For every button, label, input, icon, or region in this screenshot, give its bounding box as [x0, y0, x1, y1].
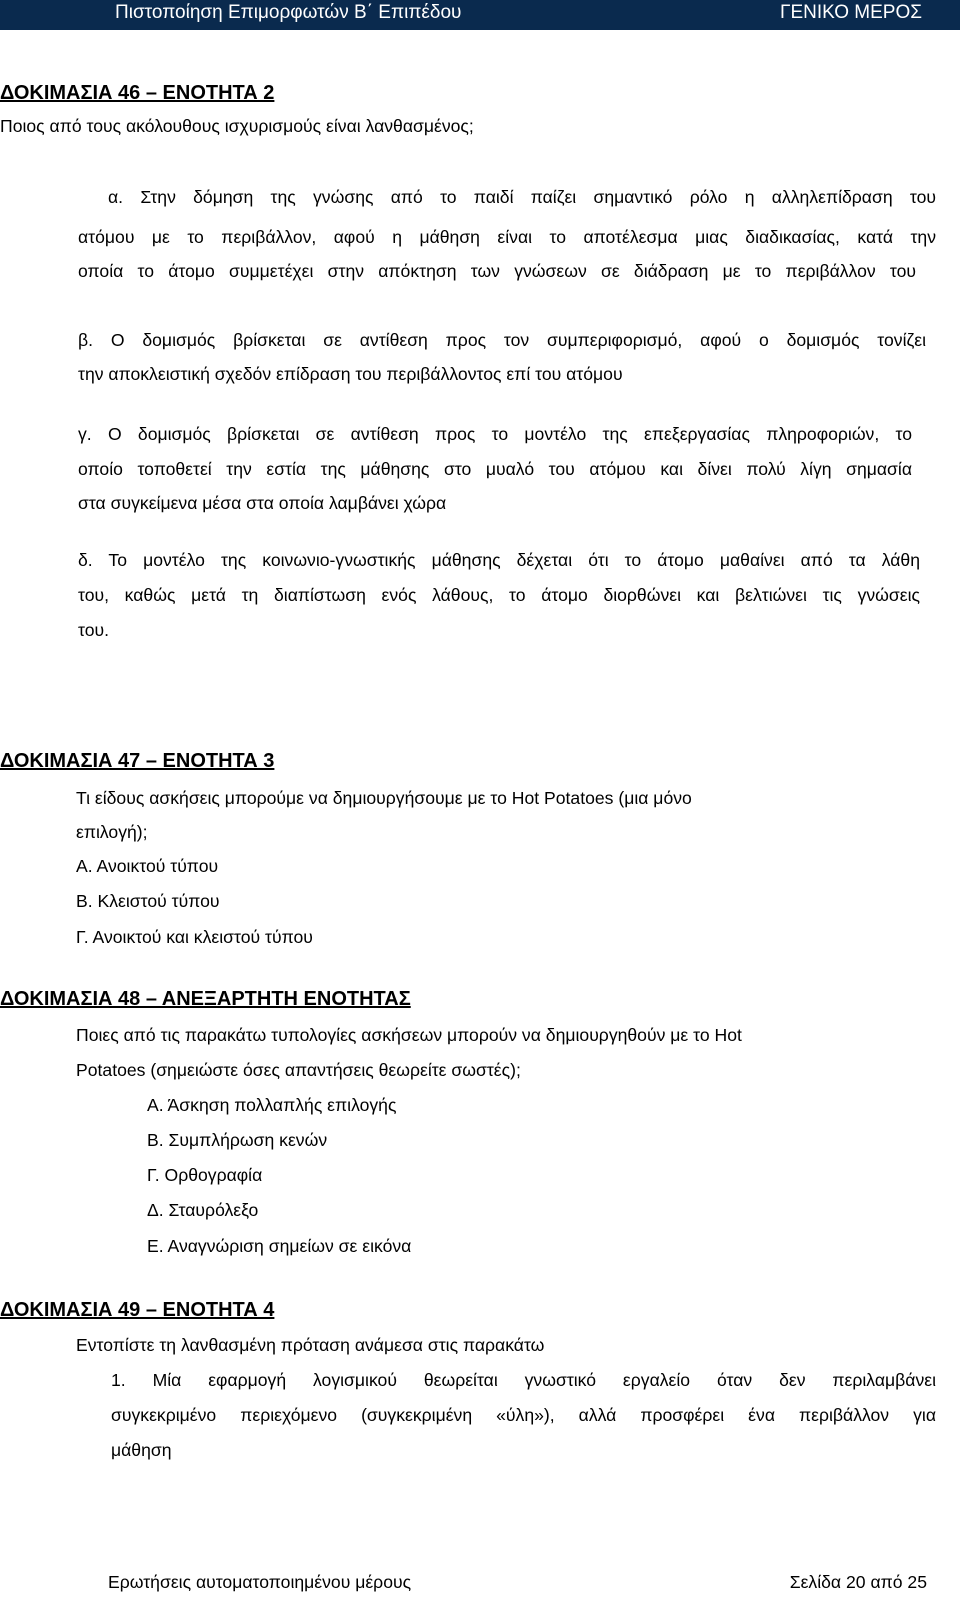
question-heading: ΔΟΚΙΜΑΣΙΑ 48 – ΑΝΕΞΑΡΤΗΤΗ ΕΝΟΤΗΤΑΣ — [0, 988, 411, 1010]
option-c: Γ. Ορθογραφία — [147, 1165, 263, 1185]
answer-line: του, καθώς μετά τη διαπίστωση ενός λάθους, το άτομο διορθώνει και βελτιώνει τις γνώσεις — [78, 585, 920, 605]
option-b: Β. Κλειστού τύπου — [76, 891, 220, 911]
option-b: Β. Συμπλήρωση κενών — [147, 1130, 328, 1150]
item-line: συγκεκριμένο περιεχόμενο (συγκεκριμένη «ύλη»), αλλά προσφέρει ένα περιβάλλον για — [111, 1405, 936, 1425]
answer-line: την αποκλειστική σχεδόν επίδραση του περιβάλλοντος επί του ατόμου — [78, 364, 623, 384]
page-header — [0, 0, 960, 30]
question-prompt: Τι είδους ασκήσεις μπορούμε να δημιουργήσουμε με το Hot Potatoes (μια μόνο — [76, 788, 692, 808]
question-heading: ΔΟΚΙΜΑΣΙΑ 49 – ΕΝΟΤΗΤΑ 4 — [0, 1299, 275, 1321]
question-prompt: Ποιες από τις παρακάτω τυπολογίες ασκήσεων μπορούν να δημιουργηθούν με το Hot — [76, 1025, 742, 1045]
option-a: Α. Ανοικτού τύπου — [76, 856, 219, 876]
question-prompt: επιλογή); — [76, 822, 148, 842]
option-a: Α. Άσκηση πολλαπλής επιλογής — [147, 1095, 397, 1115]
option-c: Γ. Ανοικτού και κλειστού τύπου — [76, 927, 313, 947]
item-line: 1. Μία εφαρμογή λογισμικού θεωρείται γνωστικό εργαλείο όταν δεν περιλαμβάνει — [111, 1370, 936, 1390]
answer-line: ατόμου με το περιβάλλον, αφού η μάθηση είναι το αποτέλεσμα μιας διαδικασίας, κατά την — [78, 227, 936, 247]
option-d: Δ. Σταυρόλεξο — [147, 1200, 259, 1220]
answer-line: δ. Το μοντέλο της κοινωνιο-γνωστικής μάθησης δέχεται ότι το άτομο μαθαίνει από τα λάθη — [78, 550, 920, 570]
answer-line: οποίο τοποθετεί την εστία της μάθησης στο μυαλό του ατόμου και δίνει πολύ λίγη σημασία — [78, 459, 912, 479]
question-prompt: Potatoes (σημειώστε όσες απαντήσεις θεωρείτε σωστές); — [76, 1060, 521, 1080]
item-line: μάθηση — [111, 1440, 172, 1460]
answer-line: στα συγκείμενα μέσα στα οποία λαμβάνει χώρα — [78, 493, 447, 513]
answer-line: β. Ο δομισμός βρίσκεται σε αντίθεση προς τον συμπεριφορισμό, αφού ο δομισμός τονίζει — [78, 330, 926, 350]
header-title: Πιστοποίηση Επιμορφωτών Β΄ Επιπέδου — [115, 2, 462, 23]
answer-line: α. Στην δόμηση της γνώσης από το παιδί παίζει σημαντικό ρόλο η αλληλεπίδραση του — [108, 187, 936, 207]
question-heading: ΔΟΚΙΜΑΣΙΑ 46 – ΕΝΟΤΗΤΑ 2 — [0, 82, 275, 104]
answer-line: γ. Ο δομισμός βρίσκεται σε αντίθεση προς το μοντέλο της επεξεργασίας πληροφοριών, το — [78, 424, 912, 444]
answer-line: οποία το άτομο συμμετέχει στην απόκτηση των γνώσεων σε διάδραση με το περιβάλλον του — [78, 261, 916, 281]
question-heading: ΔΟΚΙΜΑΣΙΑ 47 – ΕΝΟΤΗΤΑ 3 — [0, 750, 275, 772]
question-prompt: Εντοπίστε τη λανθασμένη πρόταση ανάμεσα στις παρακάτω — [76, 1335, 545, 1355]
footer-title: Ερωτήσεις αυτοματοποιημένου μέρους — [108, 1572, 412, 1592]
header-section: ΓΕΝΙΚΟ ΜΕΡΟΣ — [780, 2, 922, 23]
option-e: Ε. Αναγνώριση σημείων σε εικόνα — [147, 1236, 412, 1256]
question-prompt: Ποιος από τους ακόλουθους ισχυρισμούς είναι λανθασμένος; — [0, 116, 474, 136]
answer-line: του. — [78, 620, 109, 640]
page-number: Σελίδα 20 από 25 — [789, 1572, 927, 1592]
